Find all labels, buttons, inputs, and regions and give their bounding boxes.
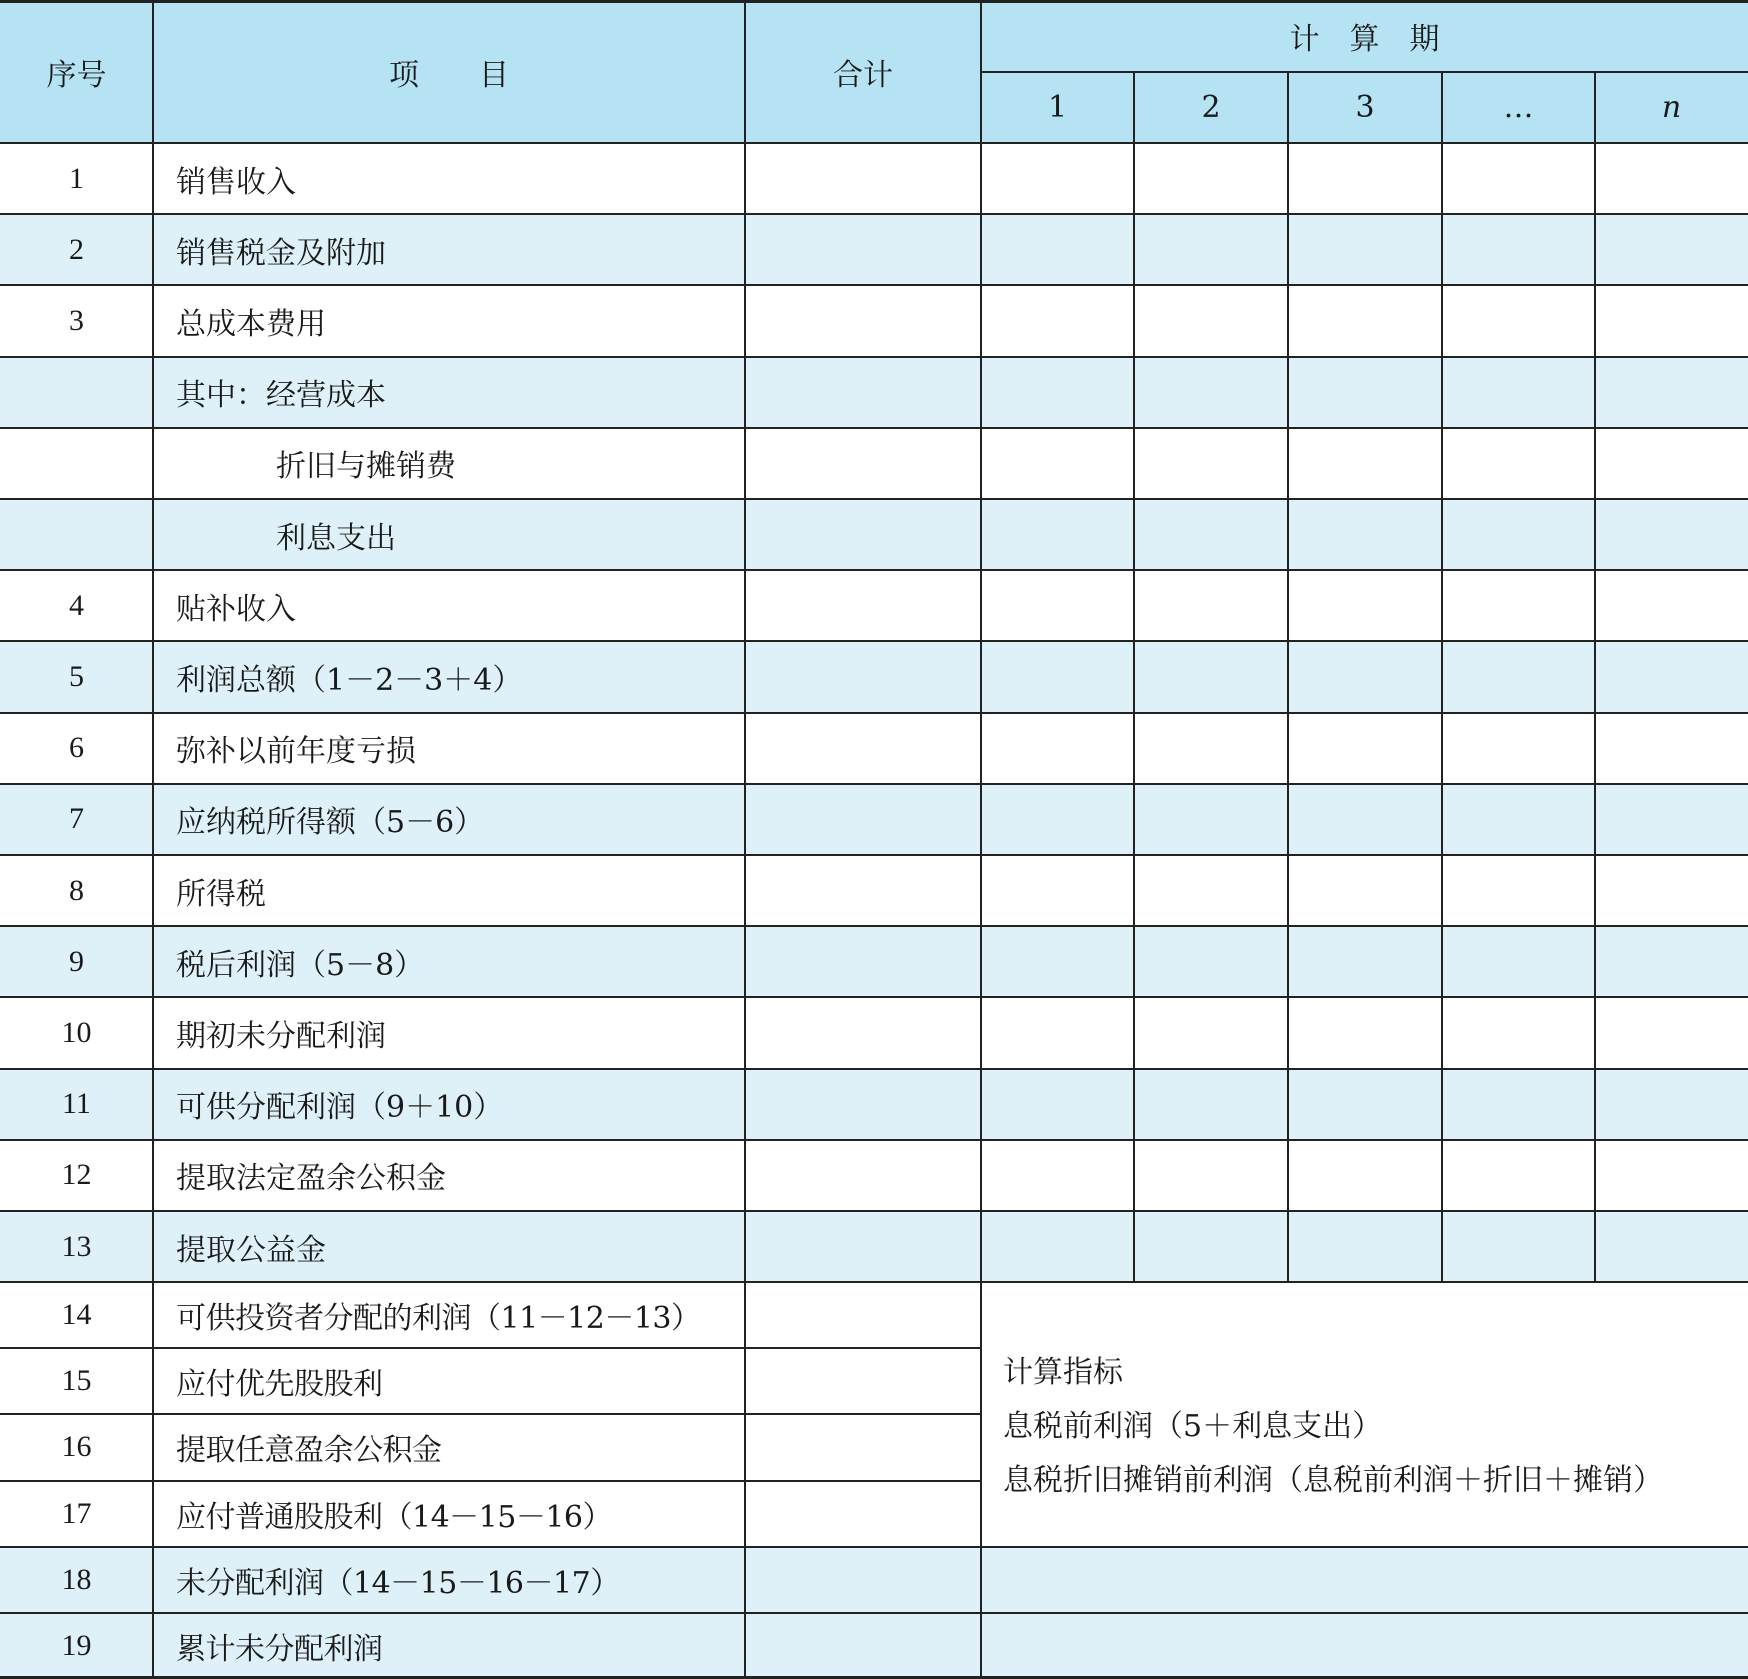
rule-line: [0, 213, 1748, 215]
rule-line: [0, 1281, 1748, 1283]
row-item: 折旧与摊销费: [276, 449, 456, 485]
indicator-line2: 息税折旧摊销前利润（息税前利润＋折旧＋摊销）: [1003, 1463, 1663, 1499]
row-item: 税后利润（5－8）: [176, 947, 425, 983]
rule-line: [0, 712, 1748, 714]
row-item: 期初未分配利润: [176, 1018, 386, 1054]
rule-line: [0, 1347, 981, 1349]
rule-line: [152, 0, 154, 1679]
row-item: 利息支出: [276, 520, 396, 556]
header-period-4: …: [1503, 90, 1534, 125]
row-number: 6: [69, 731, 84, 765]
rule-line: [0, 1612, 1748, 1614]
row-number: 16: [61, 1430, 92, 1464]
rule-line: [0, 356, 1748, 358]
row-item: 未分配利润（14－15－16－17）: [176, 1565, 620, 1601]
row-item: 销售税金及附加: [176, 235, 386, 271]
row-number: 3: [69, 303, 84, 337]
row-item: 提取公益金: [176, 1232, 326, 1268]
header-item: 项 目: [389, 57, 509, 93]
row-item: 提取法定盈余公积金: [176, 1161, 446, 1197]
row-item: 提取任意盈余公积金: [176, 1433, 442, 1469]
row-number: [0, 428, 153, 499]
rule-line: [0, 640, 1748, 642]
rule-line: [0, 925, 1748, 927]
row-item: 应纳税所得额（5－6）: [176, 805, 485, 841]
row-number: 2: [69, 232, 84, 266]
row-number: 13: [61, 1229, 92, 1263]
row-item: 其中：经营成本: [176, 378, 386, 414]
row-number: 19: [61, 1628, 92, 1662]
row-item: 利润总额（1－2－3＋4）: [176, 662, 523, 698]
row-number: 15: [61, 1364, 92, 1398]
row-number: 1: [69, 161, 84, 195]
rule-line: [1594, 72, 1596, 1282]
row-number: [0, 499, 153, 570]
row-number: 12: [61, 1158, 92, 1192]
row-number: 10: [61, 1015, 92, 1049]
rule-line: [981, 71, 1748, 73]
rule-line: [0, 1546, 1748, 1548]
header-total: 合计: [833, 57, 893, 93]
rule-line: [1133, 72, 1135, 1282]
row-item: 所得税: [176, 876, 266, 912]
rule-line: [0, 1139, 1748, 1141]
row-number: 5: [69, 659, 84, 693]
row-number: 11: [62, 1087, 91, 1121]
rule-line: [0, 996, 1748, 998]
row-number: 7: [69, 802, 84, 836]
row-number: 4: [69, 588, 84, 622]
rule-line: [0, 569, 1748, 571]
header-period-1: 1: [1047, 90, 1068, 125]
header-period-5: n: [1661, 90, 1682, 125]
rule-line: [0, 783, 1748, 785]
header-period-2: 2: [1201, 90, 1221, 125]
rule-line: [0, 498, 1748, 500]
rule-line: [0, 142, 1748, 144]
rule-line: [0, 284, 1748, 286]
header-period-3: 3: [1355, 90, 1375, 125]
header-period: 计 算 期: [1289, 22, 1440, 57]
indicator-line1: 息税前利润（5＋利息支出）: [1003, 1409, 1383, 1445]
row-number: 9: [69, 944, 84, 978]
row-number: 18: [61, 1562, 92, 1596]
row-item: 弥补以前年度亏损: [176, 734, 416, 770]
row-shade: [0, 499, 1748, 570]
rule-line: [0, 1480, 981, 1482]
rule-line: [0, 427, 1748, 429]
header-seq: 序号: [46, 57, 107, 93]
row-item: 贴补收入: [176, 591, 296, 627]
row-number: 17: [61, 1496, 92, 1530]
row-number: 8: [69, 873, 84, 907]
row-item: 应付优先股股利: [176, 1367, 383, 1403]
rule-line: [744, 0, 746, 1679]
rule-line: [1441, 72, 1443, 1282]
rule-line: [0, 1068, 1748, 1070]
row-item: 累计未分配利润: [176, 1631, 383, 1667]
row-number: 14: [61, 1298, 92, 1332]
indicator-title: 计算指标: [1003, 1355, 1123, 1391]
rule-line: [980, 0, 982, 1679]
row-number: [0, 357, 153, 428]
rule-line: [0, 1413, 981, 1415]
rule-line: [1287, 72, 1289, 1282]
row-item: 销售收入: [176, 164, 296, 200]
row-item: 应付普通股股利（14－15－16）: [176, 1499, 613, 1535]
row-item: 可供投资者分配的利润（11－12－13）: [176, 1301, 701, 1337]
rule-line: [0, 1210, 1748, 1212]
row-item: 总成本费用: [176, 306, 326, 342]
rule-line: [0, 854, 1748, 856]
rule-line: [0, 0, 1748, 3]
row-item: 可供分配利润（9＋10）: [176, 1090, 504, 1126]
